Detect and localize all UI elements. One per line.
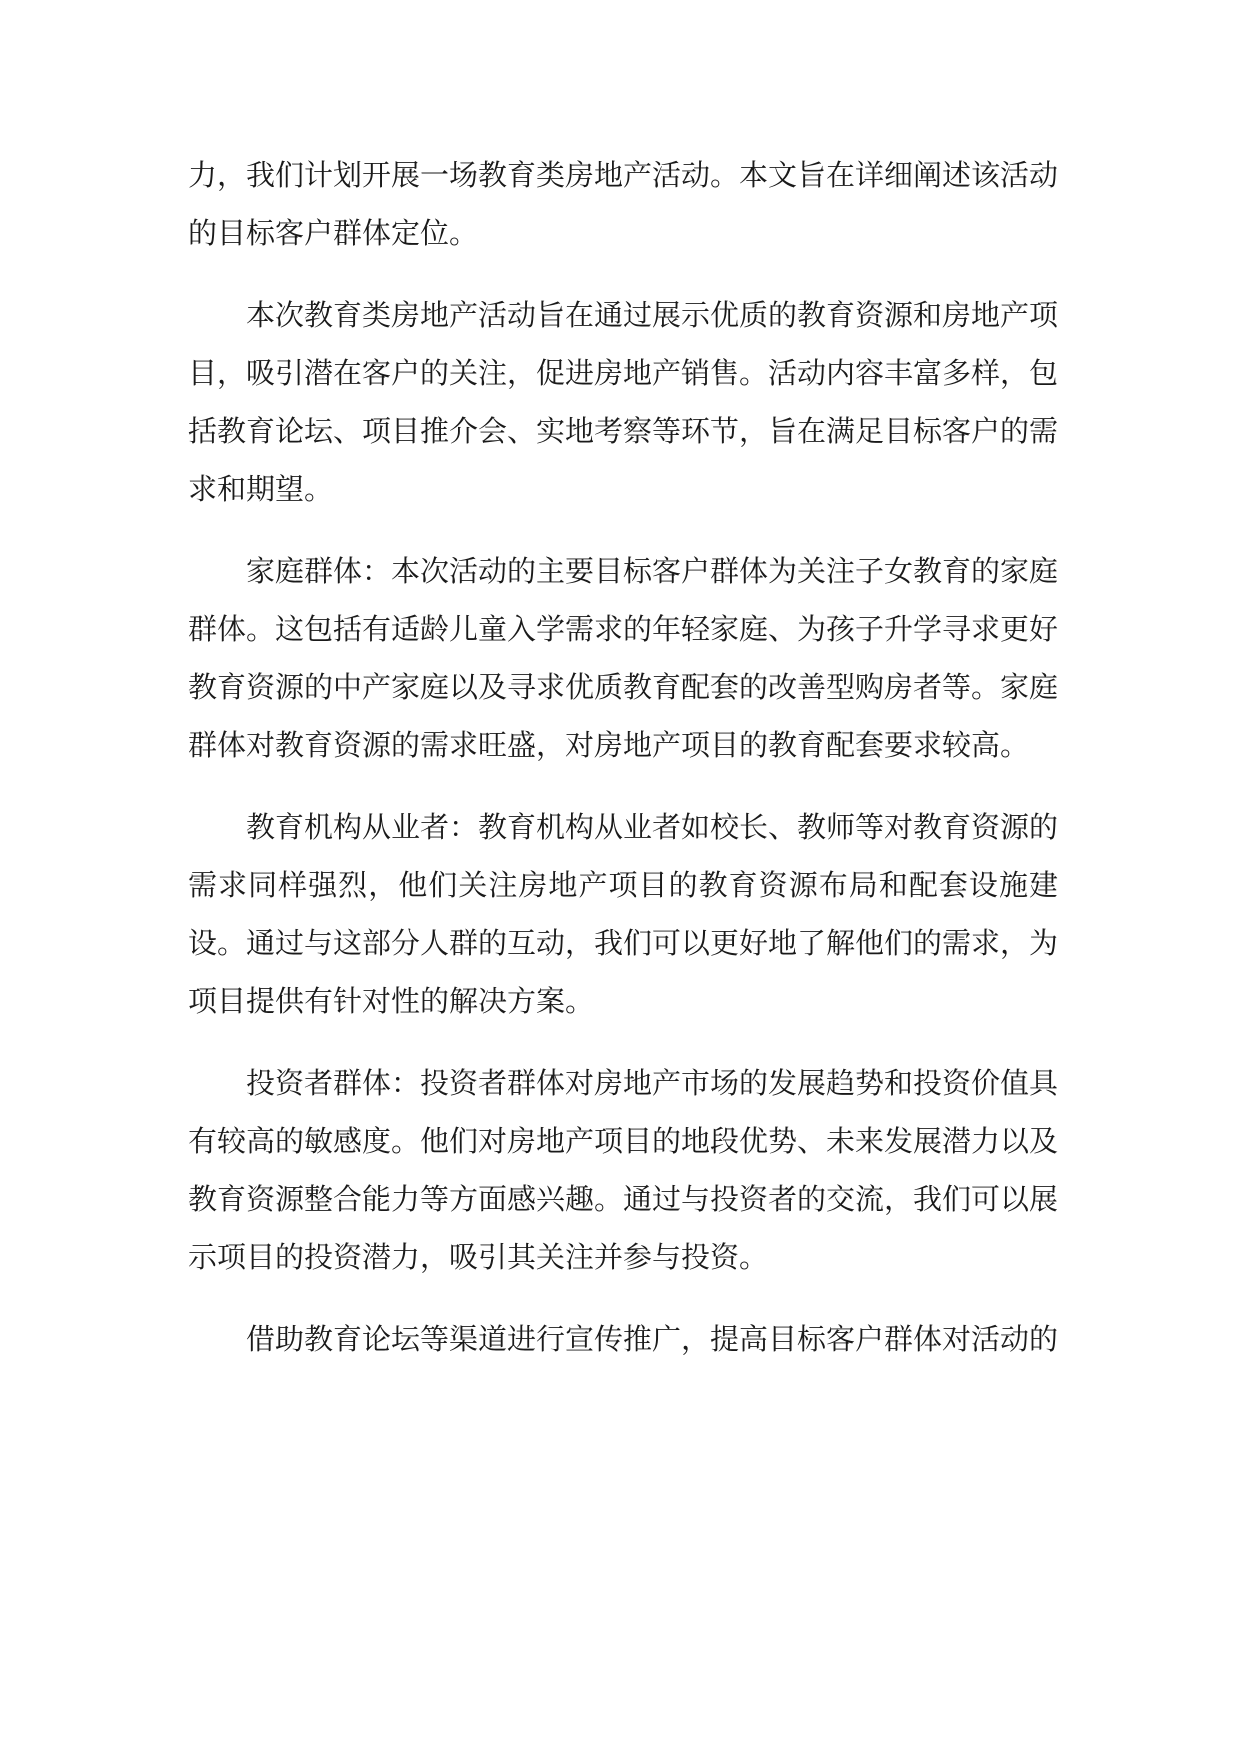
paragraph-investor-group: 投资者群体：投资者群体对房地产市场的发展趋势和投资价值具有较高的敏感度。他们对房地产项目的地段优势、未来发展潜力以及教育资源整合能力等方面感兴趣。通过与投资者的交流，我们可以展示项目的投资潜力，吸引其关注并参与投资。 — [188, 1066, 1059, 1274]
paragraph-promotion: 借助教育论坛等渠道进行宣传推广，提高目标客户群体对活动的 — [246, 1322, 1059, 1356]
paragraph-family-group: 家庭群体：本次活动的主要目标客户群体为关注子女教育的家庭群体。这包括有适龄儿童入学需求的年轻家庭、为孩子升学寻求更好教育资源的中产家庭以及寻求优质教育配套的改善型购房者等。家庭群体对教育资源的需求旺盛，对房地产项目的教育配套要求较高。 — [188, 554, 1059, 762]
paragraph-education-practitioners: 教育机构从业者：教育机构从业者如校长、教师等对教育资源的需求同样强烈，他们关注房地产项目的教育资源布局和配套设施建设。通过与这部分人群的互动，我们可以更好地了解他们的需求，为项目提供有针对性的解决方案。 — [188, 810, 1059, 1018]
document-body — [188, 146, 1058, 1392]
paragraph-activity-overview: 本次教育类房地产活动旨在通过展示优质的教育资源和房地产项目，吸引潜在客户的关注，促进房地产销售。活动内容丰富多样，包括教育论坛、项目推介会、实地考察等环节，旨在满足目标客户的需求和期望。 — [188, 298, 1059, 506]
paragraph-continuation: 力，我们计划开展一场教育类房地产活动。本文旨在详细阐述该活动的目标客户群体定位。 — [188, 158, 1059, 250]
